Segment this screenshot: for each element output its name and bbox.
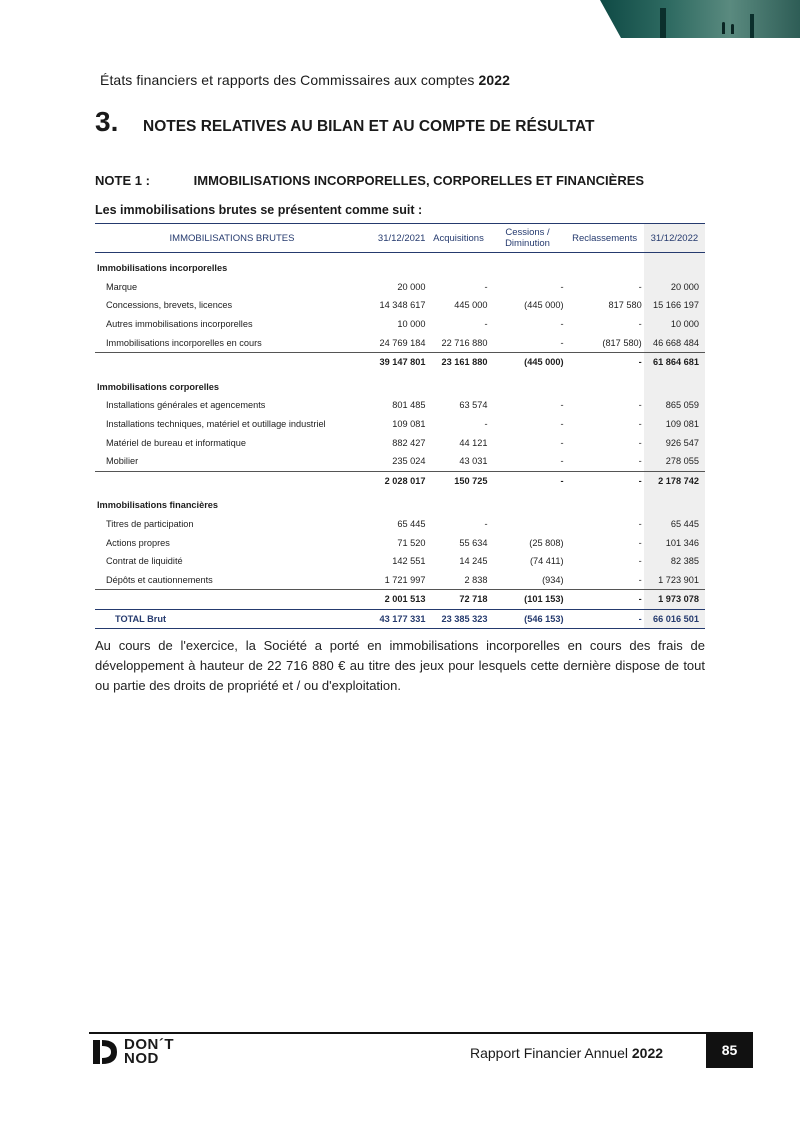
cell-value: 109 081	[392, 419, 426, 430]
empty-cell	[490, 372, 566, 397]
column-header: Cessions / Diminution	[490, 224, 566, 253]
empty-cell	[644, 253, 705, 278]
cell-value: (546 153)	[490, 609, 566, 629]
empty-cell	[369, 490, 427, 515]
cell-value: (25 808)	[529, 537, 564, 548]
footer-divider	[89, 1032, 753, 1034]
immobilisations-table	[95, 223, 705, 629]
note-intro: Les immobilisations brutes se présentent comme suit :	[95, 203, 423, 217]
cell-value: 278 055	[644, 452, 705, 471]
cell-value: 43 177 331	[369, 609, 427, 629]
cell-value: 24 769 184	[379, 337, 426, 348]
empty-cell	[490, 490, 566, 515]
cell-value: -	[560, 437, 564, 448]
cell-value: 55 634	[459, 537, 488, 548]
row-label	[95, 352, 369, 371]
cell-value: 66 016 501	[644, 609, 705, 629]
cell-value: (934)	[542, 574, 564, 585]
row-label: Mobilier	[106, 456, 139, 467]
section-group-row	[95, 490, 705, 515]
logo-line-2: NOD	[124, 1050, 159, 1067]
figure-silhouette	[722, 22, 725, 34]
table-row	[95, 296, 705, 315]
row-label: Installations techniques, matériel et outillage industriel	[106, 419, 326, 430]
cell-value: -	[638, 419, 642, 430]
column-header: Reclassements	[566, 224, 644, 253]
table-row	[95, 315, 705, 334]
section-title: NOTES RELATIVES AU BILAN ET AU COMPTE DE RÉSULTAT	[143, 118, 595, 135]
empty-cell	[566, 372, 644, 397]
page-number: 85	[706, 1032, 753, 1068]
cell-value: 44 121	[459, 437, 488, 448]
table-row	[95, 415, 705, 434]
tree-silhouette	[660, 8, 666, 38]
footer-report-label: Rapport Financier Annuel	[470, 1045, 628, 1061]
group-title: Immobilisations financières	[97, 500, 219, 511]
header-photo	[600, 0, 800, 38]
cell-value: 20 000	[397, 281, 426, 292]
row-label: Marque	[106, 281, 138, 292]
row-label: Contrat de liquidité	[106, 556, 183, 567]
cell-value: -	[560, 337, 564, 348]
cell-value: -	[638, 437, 642, 448]
document-header	[100, 72, 510, 88]
cell-value: 82 385	[644, 552, 705, 571]
cell-value: -	[566, 590, 644, 610]
cell-value: -	[638, 556, 642, 567]
cell-value: 14 245	[459, 556, 488, 567]
section-group-row	[95, 253, 705, 278]
column-header: 31/12/2022	[644, 224, 705, 253]
cell-value: (101 153)	[490, 590, 566, 610]
cell-value: -	[638, 456, 642, 467]
cell-value: 14 348 617	[379, 300, 426, 311]
cell-value: -	[638, 281, 642, 292]
row-label: Matériel de bureau et informatique	[106, 437, 246, 448]
cell-value: 2 001 513	[369, 590, 427, 610]
table-row	[95, 396, 705, 415]
cell-value: -	[638, 537, 642, 548]
cell-value: (445 000)	[490, 352, 566, 371]
cell-value: 72 718	[427, 590, 489, 610]
cell-value: -	[484, 319, 488, 330]
table-row	[95, 571, 705, 590]
cell-value: 23 385 323	[427, 609, 489, 629]
column-header: Acquisitions	[427, 224, 489, 253]
subtotal-row	[95, 590, 705, 610]
row-label: Installations générales et agencements	[106, 400, 266, 411]
row-label: TOTAL Brut	[95, 609, 369, 629]
empty-cell	[369, 372, 427, 397]
cell-value: -	[560, 319, 564, 330]
table-row	[95, 452, 705, 471]
row-label: Autres immobilisations incorporelles	[106, 319, 253, 330]
cell-value: 63 574	[459, 400, 488, 411]
cell-value: 2 178 742	[644, 471, 705, 490]
table-body	[95, 253, 705, 629]
cell-value: 23 161 880	[427, 352, 489, 371]
row-label	[95, 590, 369, 610]
cell-value: -	[566, 352, 644, 371]
table-row	[95, 533, 705, 552]
cell-value: -	[638, 319, 642, 330]
table-row	[95, 333, 705, 352]
total-row	[95, 609, 705, 629]
empty-cell	[644, 490, 705, 515]
note-title: IMMOBILISATIONS INCORPORELLES, CORPORELLES ET FINANCIÈRES	[193, 173, 645, 188]
cell-value: 142 551	[392, 556, 426, 567]
cell-value: 235 024	[392, 456, 426, 467]
cell-value: 1 973 078	[644, 590, 705, 610]
empty-cell	[427, 253, 489, 278]
document-header-title: États financiers et rapports des Commissaires aux comptes	[100, 72, 475, 88]
cell-value: -	[566, 471, 644, 490]
cell-value: 10 000	[397, 319, 426, 330]
cell-value: 2 838	[464, 574, 488, 585]
cell-value: 1 721 997	[384, 574, 426, 585]
cell-value: 150 725	[427, 471, 489, 490]
cell-value: 20 000	[644, 278, 705, 297]
row-label: Dépôts et cautionnements	[106, 574, 213, 585]
table-row	[95, 515, 705, 534]
cell-value: 1 723 901	[644, 571, 705, 590]
cell-value: 61 864 681	[644, 352, 705, 371]
cell-value: -	[484, 281, 488, 292]
section-group-row	[95, 372, 705, 397]
empty-cell	[490, 253, 566, 278]
cell-value: -	[560, 281, 564, 292]
empty-cell	[427, 372, 489, 397]
tree-silhouette	[750, 14, 754, 38]
cell-value: 65 445	[397, 519, 426, 530]
row-label	[95, 471, 369, 490]
cell-value: 2 028 017	[369, 471, 427, 490]
cell-value: -	[560, 419, 564, 430]
cell-value: (74 411)	[529, 556, 564, 567]
cell-value: -	[566, 609, 644, 629]
section-number: 3.	[95, 106, 119, 137]
group-title: Immobilisations incorporelles	[97, 263, 228, 274]
cell-value: 801 485	[392, 400, 426, 411]
table-row	[95, 433, 705, 452]
cell-value: (445 000)	[524, 300, 564, 311]
cell-value	[490, 515, 566, 534]
cell-value: 22 716 880	[441, 337, 488, 348]
row-label: Immobilisations incorporelles en cours	[106, 337, 262, 348]
cell-value: (817 580)	[602, 337, 642, 348]
empty-cell	[427, 490, 489, 515]
row-label: Concessions, brevets, licences	[106, 300, 233, 311]
row-label: Actions propres	[106, 537, 170, 548]
subtotal-row	[95, 471, 705, 490]
cell-value: 71 520	[397, 537, 426, 548]
logo-line-1: DON´T	[124, 1036, 174, 1053]
cell-value: -	[638, 400, 642, 411]
empty-cell	[369, 253, 427, 278]
column-header: 31/12/2021	[369, 224, 427, 253]
note-label: NOTE 1 :	[95, 173, 150, 188]
cell-value: 445 000	[454, 300, 488, 311]
cell-value: 65 445	[644, 515, 705, 534]
group-title: Immobilisations corporelles	[97, 381, 220, 392]
empty-cell	[566, 253, 644, 278]
cell-value: -	[560, 456, 564, 467]
cell-value: 865 059	[644, 396, 705, 415]
cell-value: 817 580	[608, 300, 642, 311]
subtotal-row	[95, 352, 705, 371]
document-header-year: 2022	[478, 72, 511, 88]
cell-value: 109 081	[644, 415, 705, 434]
column-header: IMMOBILISATIONS BRUTES	[95, 224, 369, 253]
footer-report-title	[470, 1045, 663, 1061]
cell-value: 39 147 801	[369, 352, 427, 371]
table-header-row	[95, 224, 705, 253]
logo-wordmark	[124, 1038, 174, 1066]
cell-value: -	[484, 419, 488, 430]
cell-value: -	[638, 519, 642, 530]
cell-value: -	[490, 471, 566, 490]
empty-cell	[566, 490, 644, 515]
footer-report-year: 2022	[631, 1045, 664, 1061]
company-logo	[91, 1038, 174, 1066]
cell-value: 101 346	[644, 533, 705, 552]
section-heading	[95, 106, 595, 138]
table-row	[95, 552, 705, 571]
cell-value: 926 547	[644, 433, 705, 452]
explanatory-paragraph: Au cours de l'exercice, la Société a porté en immobilisations incorporelles en cours des frais de développement à hauteur de 22 716 880 € au titre des jeux pour lesquels cette dernière dispose de tout ou partie des droits de propriété et / ou d'exploitation.	[95, 638, 705, 693]
cell-value: -	[560, 400, 564, 411]
empty-cell	[644, 372, 705, 397]
cell-value: 882 427	[392, 437, 426, 448]
cell-value: -	[484, 519, 488, 530]
cell-value: 15 166 197	[644, 296, 705, 315]
cell-value: 46 668 484	[644, 333, 705, 352]
cell-value: 10 000	[644, 315, 705, 334]
table-row	[95, 278, 705, 297]
note-heading	[95, 173, 644, 188]
cell-value: 43 031	[459, 456, 488, 467]
figure-silhouette	[731, 24, 734, 34]
logo-mark-icon	[91, 1038, 119, 1066]
row-label: Titres de participation	[106, 519, 194, 530]
cell-value: -	[638, 574, 642, 585]
